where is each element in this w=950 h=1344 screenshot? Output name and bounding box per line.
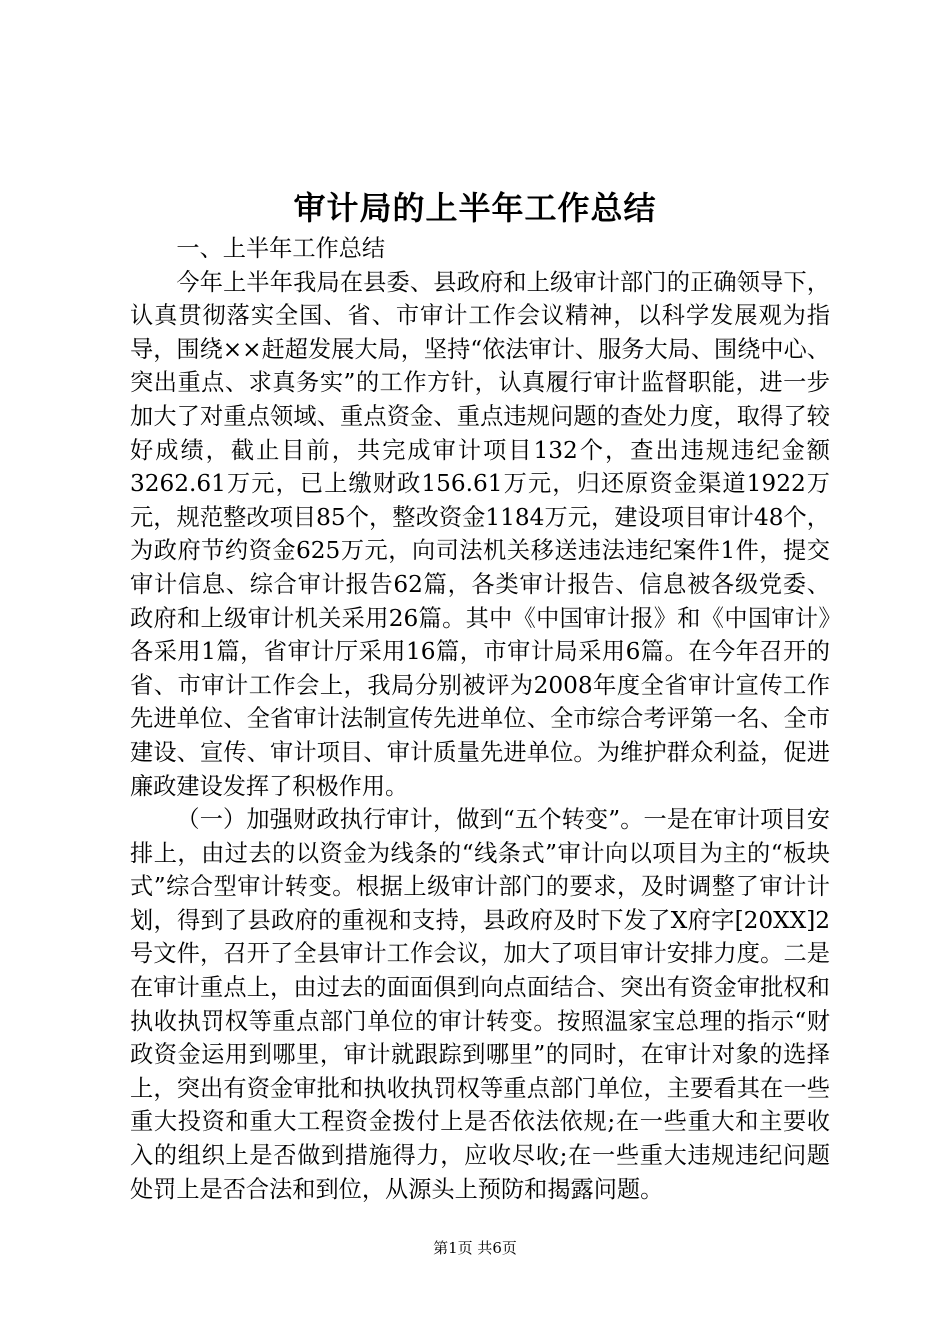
section-heading: 一、上半年工作总结 <box>176 235 386 262</box>
page-footer: 第1页 共6页 <box>433 1239 517 1257</box>
document-title: 审计局的上半年工作总结 <box>293 189 657 227</box>
document-body <box>130 232 830 1206</box>
paragraph-summary: 今年上半年我局在县委、县政府和上级审计部门的正确领导下，认真贯彻落实全国、省、市审计工作会议精神，以科学发展观为指导，围绕××赶超发展大局，坚持“依法审计、服务大局、围绕中心、突出重点、求真务实”的工作方针，认真履行审计监督职能，进一步加大了对重点领域、重点资金、重点违规问题的查处力度，取得了较好成绩，截止目前，共完成审计项目132个，查出违规违纪金额3262.61万元，已上缴财政156.61万元，归还原资金渠道1922万元，规范整改项目85个，整改资金1184万元，建设项目审计48个，为政府节约资金625万元，向司法机关移送违法违纪案件1件，提交审计信息、综合审计报告62篇，各类审计报告、信息被各级党委、政府和上级审计机关采用26篇。其中《中国审计报》和《中国审计》各采用1篇，省审计厅采用16篇，市审计局采用6篇。在今年召开的省、市审计工作会上，我局分别被评为2008年度全省审计宣传工作先进单位、全省审计法制宣传先进单位、全市综合考评第一名、全市建设、宣传、审计项目、审计质量先进单位。为维护群众利益，促进廉政建设发挥了积极作用。 <box>130 268 830 800</box>
paragraph-fiscal-audit: （一）加强财政执行审计，做到“五个转变”。一是在审计项目安排上，由过去的以资金为线条的“线条式”审计向以项目为主的“板块式”综合型审计转变。根据上级审计部门的要求，及时调整了审计计划，得到了县政府的重视和支持，县政府及时下发了X府字[20XX]2号文件，召开了全县审计工作会议，加大了项目审计安排力度。二是在审计重点上，由过去的面面俱到向点面结合、突出有资金审批权和执收执罚权等重点部门单位的审计转变。按照温家宝总理的指示“财政资金运用到哪里，审计就跟踪到哪里”的同时，在审计对象的选择上，突出有资金审批和执收执罚权等重点部门单位，主要看其在一些重大投资和重大工程资金拨付上是否依法依规;在一些重大和主要收入的组织上是否做到措施得力，应收尽收;在一些重大违规违纪问题处罚上是否合法和到位，从源头上预防和揭露问题。 <box>130 806 830 1203</box>
